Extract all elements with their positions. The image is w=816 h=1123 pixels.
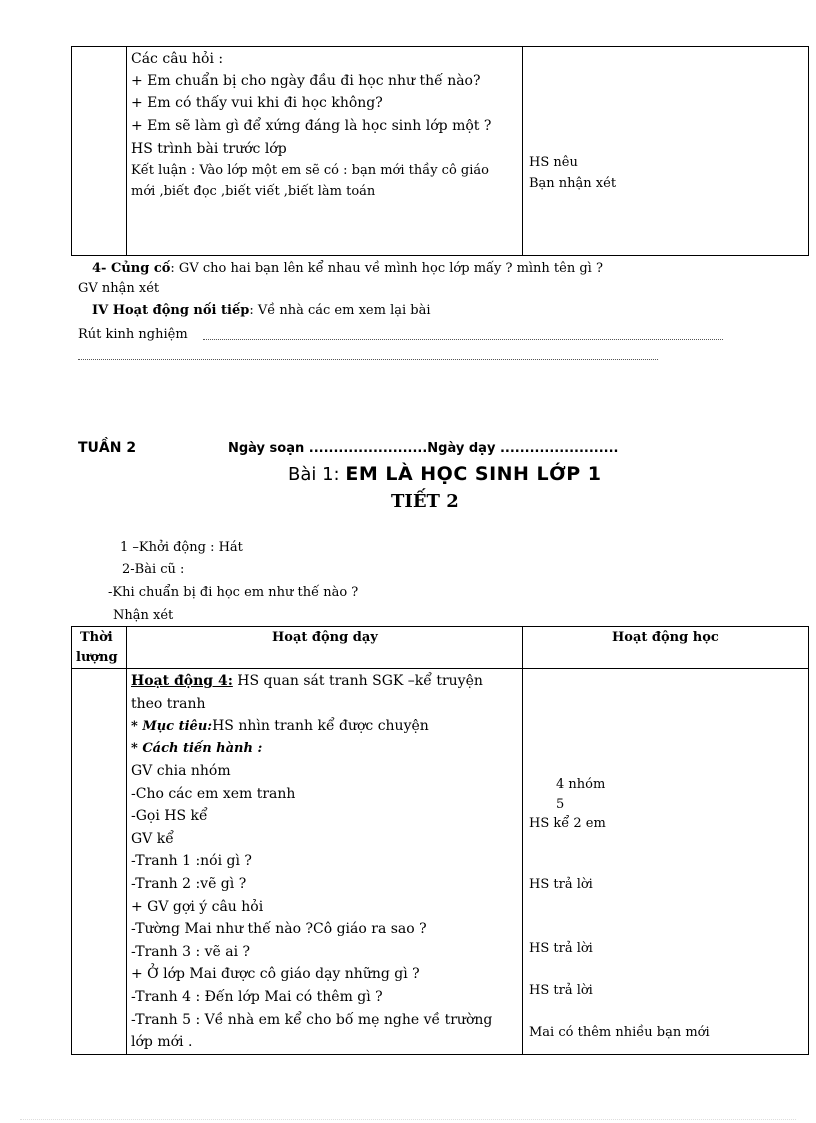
learning-answer: HS trả lời (529, 941, 593, 956)
student-response: Bạn nhận xét (529, 176, 617, 191)
conclusion-line: Kết luận : Vào lớp một em sẽ có : bạn mới thầy cô giáo (131, 163, 489, 178)
experience-label: Rút kinh nghiệm (78, 327, 188, 342)
top-activity-line: + Em có thấy vui khi đi học không? (131, 95, 383, 111)
header-teaching: Hoạt động dạy (272, 630, 378, 645)
followup-line (92, 303, 431, 318)
header-time-2: lượng (76, 650, 118, 665)
period-label: TIẾT 2 (391, 491, 459, 512)
teaching-line: -Tranh 4 : Đến lớp Mai có thêm gì ? (131, 989, 383, 1005)
teaching-line: -Gọi HS kể (131, 808, 208, 824)
teaching-line: -Tranh 2 :vẽ gì ? (131, 876, 247, 892)
consolidation-label: 4- Củng cố (92, 261, 171, 276)
top-activity-line: + Em chuẩn bị cho ngày đầu đi học như thế nào? (131, 73, 481, 89)
conclusion-line: mới ,biết đọc ,biết viết ,biết làm toán (131, 184, 376, 199)
teaching-line: + Ở lớp Mai được cô giáo dạy những gì ? (131, 966, 420, 982)
top-activity-line: HS trình bài trước lớp (131, 141, 287, 157)
intro-line: 1 –Khởi động : Hát (120, 540, 243, 555)
experience-dots (203, 339, 723, 340)
top-activity-line: + Em sẽ làm gì để xứng đáng là học sinh lớp một ? (131, 118, 492, 134)
teaching-line: -Tranh 1 :nói gì ? (131, 853, 252, 869)
intro-line: 2-Bài cũ : (122, 562, 185, 577)
followup-label: IV Hoạt động nối tiếp (92, 303, 250, 318)
top-activity-line: Các câu hỏi : (131, 51, 224, 67)
learning-answer: HS trả lời (529, 877, 593, 892)
learning-tell: HS kể 2 em (529, 816, 606, 831)
consolidation-text: : GV cho hai bạn lên kể nhau về mình học lớp mấy ? mình tên gì ? (170, 261, 603, 276)
objective (131, 718, 429, 734)
activity-title-line2: theo tranh (131, 696, 206, 712)
teaching-line: + GV gợi ý câu hỏi (131, 899, 264, 915)
learning-answer: HS trả lời (529, 983, 593, 998)
lesson-title (288, 463, 602, 485)
lesson-title-text: EM LÀ HỌC SINH LỚP 1 (345, 463, 602, 485)
activity-title-rest: HS quan sát tranh SGK –kể truyện (232, 673, 483, 689)
teaching-line: -Tranh 5 : Về nhà em kể cho bố mẹ nghe về trường (131, 1012, 493, 1028)
activity-title-label: Hoạt động 4: (131, 673, 233, 689)
method-label: * Cách tiến hành : (131, 741, 263, 756)
intro-line: -Khi chuẩn bị đi học em như thế nào ? (108, 585, 359, 600)
learning-groups: 4 nhóm (556, 777, 606, 792)
activity-title (131, 673, 483, 689)
week-label: TUẦN 2 (78, 440, 137, 456)
teaching-line: -Cho các em xem tranh (131, 786, 296, 802)
learning-five: 5 (556, 797, 565, 812)
teaching-line: GV kể (131, 831, 174, 847)
teaching-line: lớp mới . (131, 1034, 193, 1050)
objective-text: HS nhìn tranh kể được chuyện (212, 718, 429, 734)
followup-text: : Về nhà các em xem lại bài (249, 303, 431, 318)
learning-final: Mai có thêm nhiều bạn mới (529, 1025, 710, 1040)
consolidation-line (92, 261, 603, 276)
consolidation-line2: GV nhận xét (78, 281, 160, 296)
teaching-line: -Tranh 3 : vẽ ai ? (131, 944, 251, 960)
objective-label: * Mục tiêu: (131, 719, 213, 734)
date-line: Ngày soạn ........................Ngày dạy ........................ (228, 441, 619, 456)
header-time: Thời (80, 630, 113, 645)
student-response: HS nêu (529, 155, 578, 170)
teaching-line: -Tường Mai như thế nào ?Cô giáo ra sao ? (131, 921, 427, 937)
teaching-line: GV chia nhóm (131, 763, 231, 779)
experience-dots-2 (78, 359, 658, 360)
intro-line: Nhận xét (113, 608, 174, 623)
page-footer-rule (20, 1119, 796, 1120)
header-learning: Hoạt động học (612, 630, 719, 645)
lesson-prefix: Bài 1: (288, 464, 346, 485)
